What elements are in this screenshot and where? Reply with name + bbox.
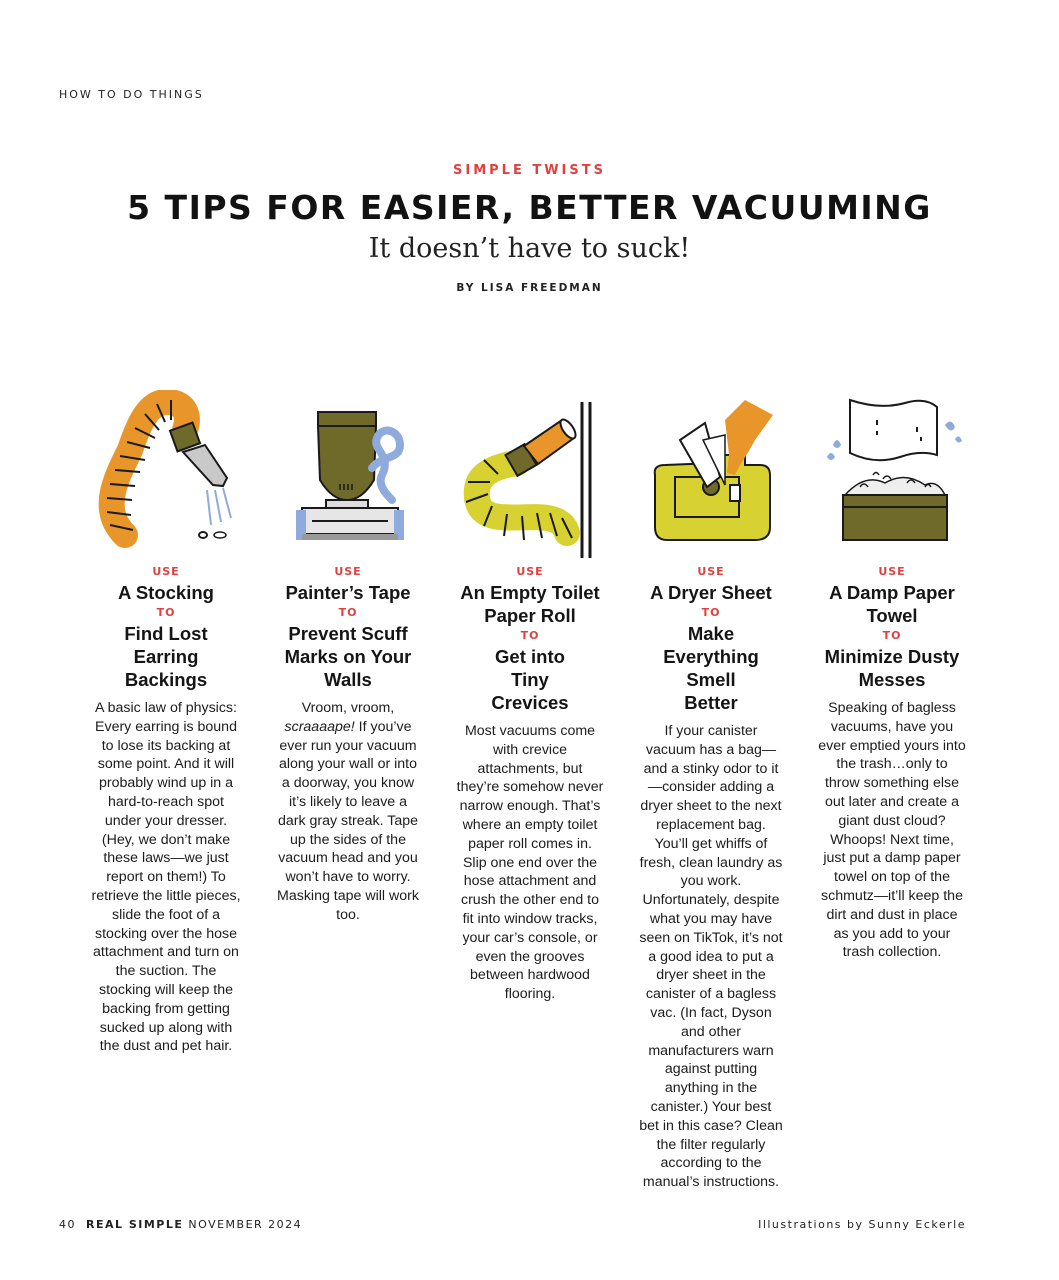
tip-item: A Dryer Sheet [650, 582, 772, 603]
dryer-sheet-canister-icon [645, 395, 795, 555]
tip-stocking [82, 565, 250, 1056]
tip-body-italic: scraaaape! [284, 718, 355, 735]
tip-goal: Get into Tiny Crevices [491, 646, 569, 713]
use-label: USE [516, 565, 544, 578]
tip-body: A basic law of physics: Every earring is bound to lose its backing at some point. And it will probably wind up in a hard-to-reach spot under your dresser. (Hey, we don’t make these laws—we just report on them!) To retrieve the little pieces, slide the foot of a stocking over the hose attachment and turn on the suction. The stocking will keep the backing from getting sucked up along with the dust and pet hair. [91, 700, 241, 1055]
use-label: USE [697, 565, 725, 578]
tip-body: Speaking of bagless vacuums, have you ever emptied yours into the trash…only to throw something else out later and create a giant dust cloud? Whoops! Next time, just put a damp paper towel on top of the schmutz—it’ll keep the dirt and dust in place as you add to your trash collection. [818, 700, 966, 961]
tip-body [264, 699, 432, 925]
paper-towel-trash-icon [825, 395, 975, 555]
footer-folio [59, 1218, 302, 1231]
tip-toilet-paper-roll [446, 565, 614, 1004]
illustration-credit: Illustrations by Sunny Eckerle [758, 1218, 966, 1231]
tip-body: If your canister vacuum has a bag—and a stinky odor to it—consider adding a dryer sheet to the next replacement bag. You’ll get whiffs of fresh, clean laundry as you work. Unfortunately, despite what you may have seen on TikTok, it’s not a good idea to put a dryer sheet in the canister of a bagless vac. (In fact, Dyson and other manufacturers warn against putting anything in the canister.) Your best bet in this case? Clean the filter regularly according to the manual’s instructions. [639, 723, 783, 1191]
magazine-name: REAL SIMPLE [86, 1218, 184, 1231]
tip-goal: Prevent Scuff Marks on Your Walls [284, 623, 412, 690]
tip-painters-tape [264, 565, 432, 925]
tip-goal: Make Everything Smell Better [663, 623, 759, 713]
tip-item: An Empty Toilet Paper Roll [460, 582, 600, 626]
issue-date: NOVEMBER 2024 [188, 1218, 303, 1231]
to-label: TO [156, 606, 176, 619]
page-number: 40 [59, 1218, 76, 1231]
tip-item: A Stocking [118, 582, 214, 603]
upright-vacuum-tape-icon [282, 400, 432, 560]
use-label: USE [334, 565, 362, 578]
tip-body: Most vacuums come with crevice attachments, but they’re somehow never narrow enough. That’s where an empty toilet paper roll comes in. Slip one end over the hose attachment and crush the other end to fit into window tracks, your car’s console, or even the grooves between hardwood flooring. [456, 723, 604, 1003]
page-title: 5 TIPS FOR EASIER, BETTER VACUUMING [127, 188, 932, 227]
tip-body-pre: Vroom, vroom, [301, 700, 395, 716]
tip-dryer-sheet [627, 565, 795, 1192]
section-label: HOW TO DO THINGS [59, 88, 204, 101]
tip-body-post: If you’ve ever run your vacuum along your wall or into a doorway, you know it’s likely to leave a dark gray streak. Tape up the sides of the vacuum head and you won’t have to worry. Masking tape will work too. [277, 718, 419, 923]
tip-damp-paper-towel [808, 565, 976, 962]
use-label: USE [152, 565, 180, 578]
use-label: USE [878, 565, 906, 578]
hose-paper-roll-icon [462, 398, 612, 558]
to-label: TO [701, 606, 721, 619]
subtitle: It doesn’t have to suck! [368, 233, 691, 264]
tip-item: A Damp Paper Towel [829, 582, 955, 626]
to-label: TO [338, 606, 358, 619]
byline: BY LISA FREEDMAN [456, 282, 603, 294]
vacuum-hose-stocking-icon [95, 390, 245, 550]
to-label: TO [882, 629, 902, 642]
tip-item: Painter’s Tape [285, 582, 411, 603]
tip-goal: Find Lost Earring Backings [124, 623, 208, 690]
to-label: TO [520, 629, 540, 642]
tip-goal: Minimize Dusty Messes [824, 646, 960, 690]
kicker: SIMPLE TWISTS [453, 163, 606, 178]
